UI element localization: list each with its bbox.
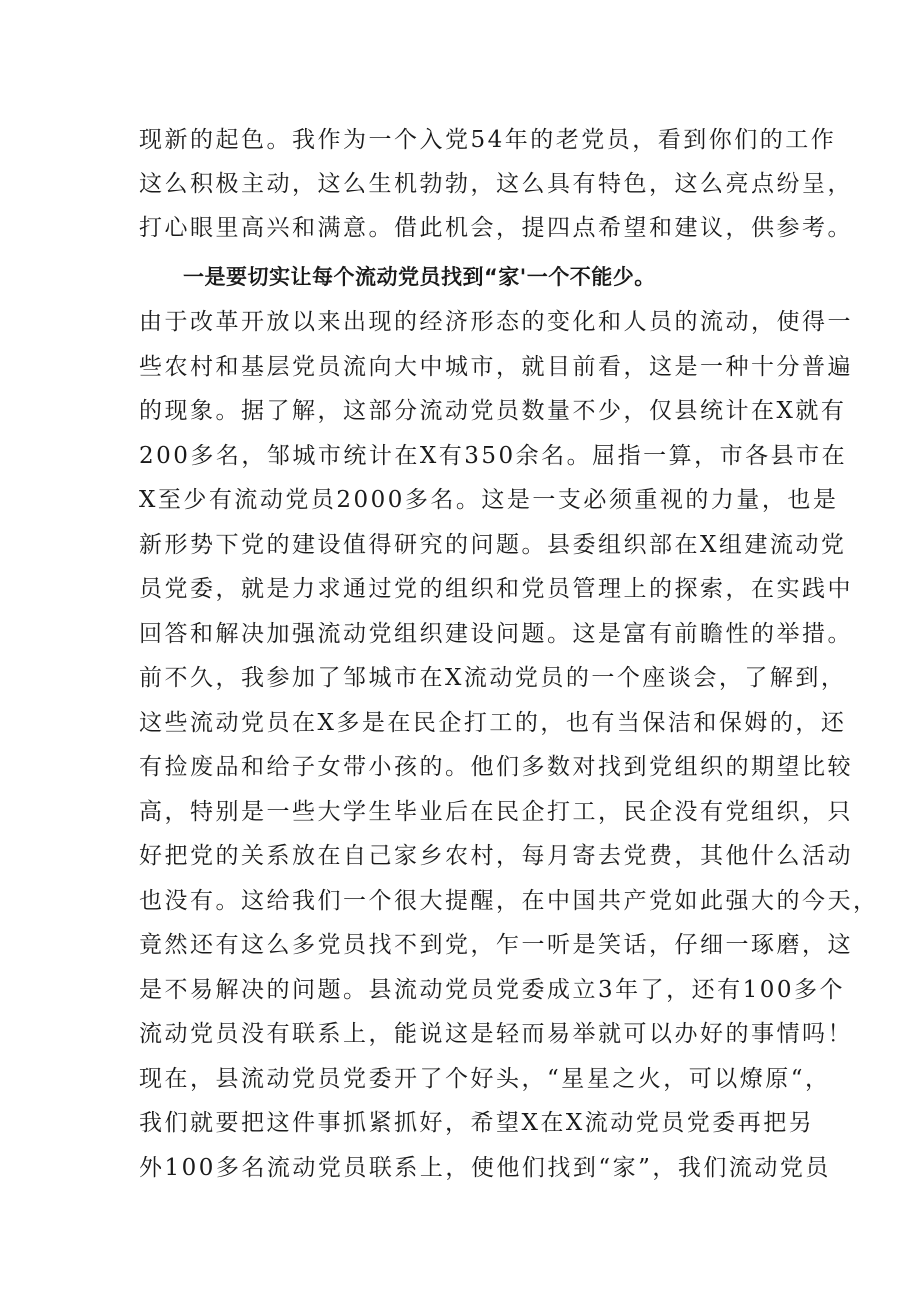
body-line: 新形势下党的建设值得研究的问题。县委组织部在X组建流动党	[139, 531, 847, 558]
body-line: 些农村和基层党员流向大中城市，就目前看，这是一种十分普遍	[139, 353, 853, 380]
body-line: 好把党的关系放在自己家乡农村，每月寄去党费，其他什么活动	[139, 843, 853, 869]
body-line: 竟然还有这么多党员找不到党，乍一听是笑话，仔细一琢磨，这	[139, 932, 853, 958]
body-line: 的现象。据了解，这部分流动党员数量不少，仅县统计在X就有	[139, 398, 847, 424]
body-line: 我们就要把这件事抓紧抓好，希望X在X流动党员党委再把另	[139, 1110, 815, 1136]
body-line: 200多名，邹城市统计在X有350余名。屈指一算，市各县市在	[139, 442, 848, 469]
body-line: 由于改革开放以来出现的经济形态的变化和人员的流动，使得一	[139, 309, 853, 335]
intro-line: 这么积极主动，这么生机勃勃，这么具有特色，这么亮点纷呈，	[139, 171, 853, 197]
body-line: 这些流动党员在X多是在民企打工的，也有当保洁和保姆的，还	[139, 709, 847, 736]
intro-paragraph	[139, 118, 853, 250]
body-line: 外100多名流动党员联系上，使他们找到“家”，我们流动党员	[139, 1154, 831, 1181]
intro-line: 打心眼里高兴和满意。借此机会，提四点希望和建议，供参考。	[139, 215, 853, 241]
body-line: 有捡废品和给子女带小孩的。他们多数对找到党组织的期望比较	[139, 754, 853, 780]
section-heading: 一是要切实让每个流动党员找到“家'一个不能少。	[183, 265, 656, 289]
body-line: X至少有流动党员2000多名。这是一支必须重视的力量，也是	[139, 487, 839, 513]
intro-line: 现新的起色。我作为一个入党54年的老党员，看到你们的工作	[139, 127, 837, 153]
body-line: 流动党员没有联系上，能说这是轻而易举就可以办好的事情吗！	[139, 1021, 853, 1047]
body-line: 是不易解决的问题。县流动党员党委成立3年了，还有100多个	[139, 976, 846, 1003]
body-line: 现在，县流动党员党委开了个好头，“星星之火，可以燎原“，	[139, 1065, 831, 1092]
body-line: 员党委，就是力求通过党的组织和党员管理上的探索，在实践中	[139, 576, 853, 602]
body-paragraph	[139, 300, 879, 1190]
body-line: 前不久，我参加了邹城市在X流动党员的一个座谈会，了解到，	[139, 665, 847, 691]
body-line: 高，特别是一些大学生毕业后在民企打工，民企没有党组织，只	[139, 798, 853, 825]
body-line: 回答和解决加强流动党组织建设问题。这是富有前瞻性的举措。	[139, 620, 853, 647]
body-line: 也没有。这给我们一个很大提醒，在中国共产党如此强大的今天，	[139, 887, 879, 914]
